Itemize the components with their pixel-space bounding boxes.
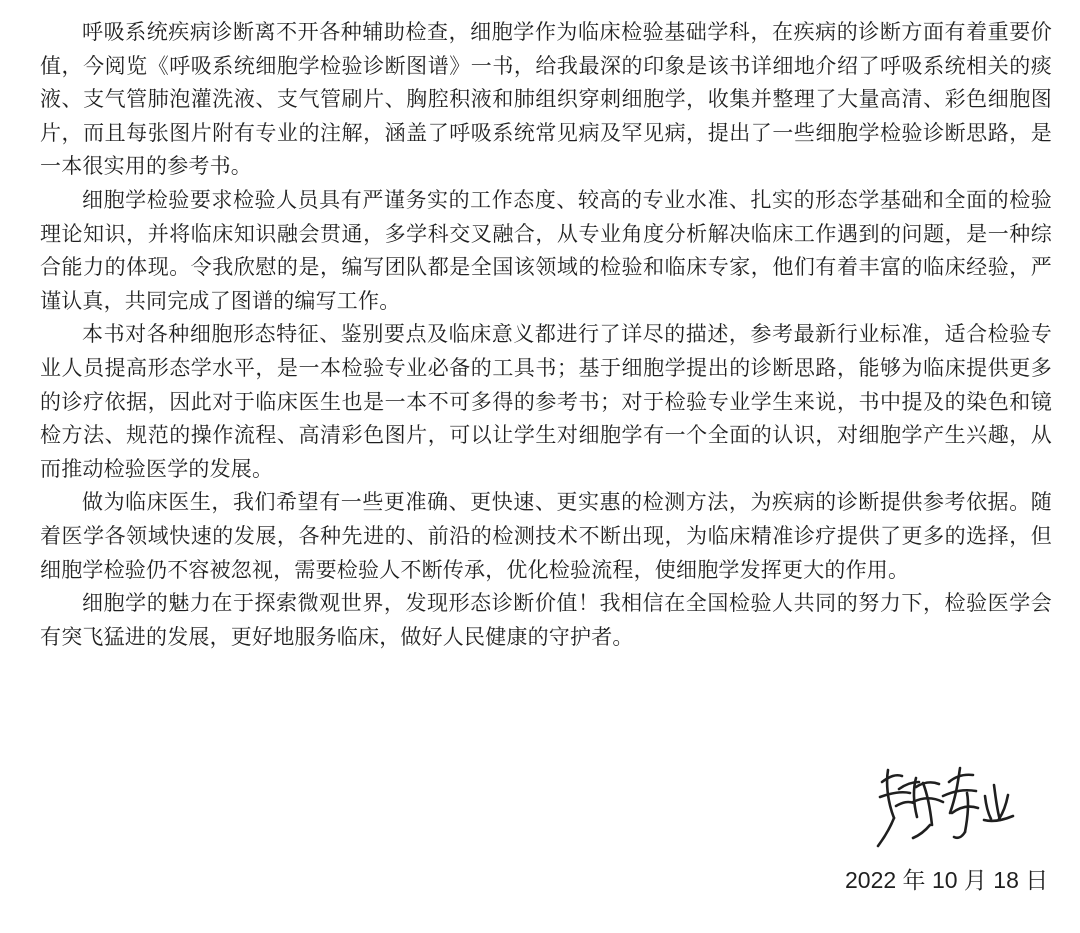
paragraph-4: 做为临床医生，我们希望有一些更准确、更快速、更实惠的检测方法，为疾病的诊断提供参考依据。随着医学各领域快速的发展，各种先进的、前沿的检测技术不断出现，为临床精准诊疗提供了更多的选择，但细胞学检验仍不容被忽视，需要检验人不断传承，优化检验流程，使细胞学发挥更大的作用。 xyxy=(40,490,1052,582)
preface-body xyxy=(40,16,1052,654)
date-line: 2022 年 10 月 18 日 xyxy=(845,867,1049,893)
paragraph-5: 细胞学的魅力在于探索微观世界，发现形态诊断价值！我相信在全国检验人共同的努力下，检验医学会有突飞猛进的发展，更好地服务临床，做好人民健康的守护者。 xyxy=(40,591,1052,649)
paragraph-2: 细胞学检验要求检验人员具有严谨务实的工作态度、较高的专业水准、扎实的形态学基础和全面的检验理论知识，并将临床知识融会贯通，多学科交叉融合，从专业角度分析解决临床工作遇到的问题，是一种综合能力的体现。令我欣慰的是，编写团队都是全国该领域的检验和临床专家，他们有着丰富的临床经验，严谨认真，共同完成了图谱的编写工作。 xyxy=(40,187,1052,313)
paragraph-3: 本书对各种细胞形态特征、鉴别要点及临床意义都进行了详尽的描述，参考最新行业标准，适合检验专业人员提高形态学水平，是一本检验专业必备的工具书；基于细胞学提出的诊断思路，能够为临床提供更多的诊疗依据，因此对于临床医生也是一本不可多得的参考书；对于检验专业学生来说，书中提及的染色和镜检方法、规范的操作流程、高清彩色图片，可以让学生对细胞学有一个全面的认识，对细胞学产生兴趣，从而推动检验医学的发展。 xyxy=(40,322,1052,481)
paragraph-1: 呼吸系统疾病诊断离不开各种辅助检查，细胞学作为临床检验基础学科，在疾病的诊断方面有着重要价值，今阅览《呼吸系统细胞学检验诊断图谱》一书，给我最深的印象是该书详细地介绍了呼吸系统相关的痰液、支气管肺泡灌洗液、支气管刷片、胸腔积液和肺组织穿刺细胞学，收集并整理了大量高清、彩色细胞图片，而且每张图片附有专业的注解，涵盖了呼吸系统常见病及罕见病，提出了一些细胞学检验诊断思路，是一本很实用的参考书。 xyxy=(40,20,1052,179)
handwritten-signature xyxy=(872,758,1022,853)
